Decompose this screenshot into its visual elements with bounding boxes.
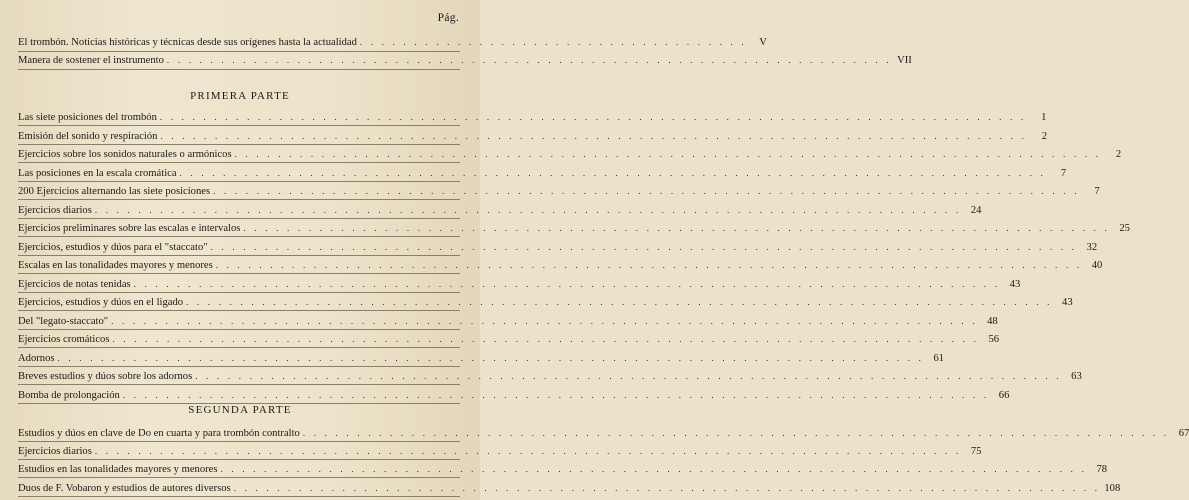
divider	[18, 329, 460, 330]
toc-entry-label: Emisión del sonido y respiración	[18, 130, 158, 142]
toc-entry-page: 24	[970, 204, 982, 216]
toc-entry-page: 25	[1119, 223, 1130, 234]
toc-entry	[18, 314, 998, 328]
leader-dots: . . . . . . . . . . . . . . . . . . . . . . . . . . . . . . . . . . . . . . . . . . . . . . . . . . . . . . . . . . . . . . . . . . . . . . . . . . . . . . . .	[215, 260, 1083, 270]
toc-entry-label: Manera de sostener el instrumento	[18, 55, 164, 66]
toc-entry	[18, 203, 982, 217]
leader-dots: . . . . . . . . . . . . . . . . . . . . . . . . . . . . . . . . . . . . . . . . . . . . . . . . . . . . . . . . . . . . . . . . . . . . . . . . . . . . . . . .	[133, 278, 1001, 289]
toc-entry-page: 2	[1041, 130, 1048, 142]
toc-entry	[18, 426, 1189, 440]
leader-dots: . . . . . . . . . . . . . . . . . . . . . . . . . . . . . . . . . . . . . . . . . . . . . . . . . . . . . . . . . . . . . . . . . . . . . . . . . . . . . . . .	[213, 186, 1080, 196]
section-title-primera: PRIMERA PARTE	[190, 90, 290, 102]
toc-entry-page: 67	[1178, 428, 1189, 439]
divider	[18, 384, 460, 385]
divider	[18, 441, 460, 442]
divider	[18, 366, 460, 367]
leader-dots: . . . . . . . . . . . . . . . . . . . . . . . . . . . . . . . . . . . . . . . . . . . . . . . . . . . . . . . . . . . . . . . . . . . . . . . . . . . . . . . .	[122, 389, 990, 400]
toc-entry-label: Las siete posiciones del trombón	[18, 112, 157, 123]
toc-entry-page: 66	[998, 389, 1010, 401]
toc-entry-label: Ejercicios, estudios y dúos para el "staccato"	[18, 241, 208, 253]
toc-entry-label: Estudios y dúos en clave de Do en cuarta y para trombón contralto	[18, 428, 300, 439]
divider	[18, 255, 460, 256]
toc-entry	[18, 240, 1098, 254]
divider	[18, 218, 460, 219]
leader-dots: . . . . . . . . . . . . . . . . . . . . . . . . . . . . . . . . . . . . . . . . . . . . . . . . . . . . . . . . . . . . . . . . . . . . . . . . . . . . . . . .	[186, 297, 1053, 307]
toc-entry	[18, 277, 1021, 291]
toc-entry-label: Ejercicios, estudios y dúos en el ligado	[18, 297, 184, 308]
leader-dots: . . . . . . . . . . . . . . . . . . . . . . . . . . . . . . . . . . . . . . . . . . . . . . . . . . . . . . . . . . . . . . . . . . . . . . . . . . . . . . . .	[243, 223, 1110, 233]
divider	[18, 496, 460, 497]
leader-dots: . . . . . . . . . . . . . . . . . . . . . . . . . . . . . . . . . . . . . . . . . . . . . . . . . . . . . . . . . . . . . . . . . . . . . . . . . . . . . . . .	[111, 315, 978, 326]
toc-entry-page: 75	[970, 446, 982, 458]
divider	[18, 144, 460, 145]
toc-entry-label: Breves estudios y dúos sobre los adornos	[18, 371, 193, 382]
toc-entry	[18, 35, 767, 49]
leader-dots: . . . . . . . . . . . . . . . . . . . . . . . . . . . . . . . . . . . . . . . . . . . . . . . . . . . . . . . . . . . . . . . . . . . . . . . . . . . . . . . .	[233, 482, 1101, 493]
toc-entry-label: Estudios en las tonalidades mayores y menores	[18, 464, 218, 476]
toc-entry-page: 78	[1096, 464, 1108, 476]
toc-entry-label: Ejercicios cromáticos	[18, 334, 110, 345]
divider	[18, 477, 460, 478]
toc-entry-page: 61	[933, 352, 945, 364]
page-column-header: Pág.	[437, 12, 459, 24]
toc-entry	[18, 166, 1067, 180]
toc-entry	[18, 332, 1000, 346]
divider	[18, 199, 460, 200]
leader-dots: . . . . . . . . . . . . . . . . . . . . . . . . . . . . . . . . . . . . . . . . . . . . . . . . . . . . . . . . . . . . . . . . . . . . . . . . . . . . . . . .	[302, 428, 1170, 438]
toc-entry-page: 7	[1094, 186, 1100, 197]
leader-dots: . . . . . . . . . . . . . . . . . . . . . . . . . . . . . . . . . . . . . . . . . . . . . . . . . . . . . . . . . . . . . . . . . . . . . . . . . . . . . . . .	[112, 334, 980, 344]
leader-dots: . . . . . . . . . . . . . . . . . . . . . . . . . . . . . . . . . . . . . . . . . . . . . . . . . . . . . . . . . . . . . . . . . . . . . . . . . . . . . . . .	[234, 149, 1102, 159]
divider	[18, 162, 460, 163]
toc-entry-label: Ejercicios preliminares sobre las escalas e intervalos	[18, 223, 241, 234]
toc-entry-page: 108	[1104, 482, 1121, 494]
section-title-segunda: SEGUNDA PARTE	[188, 404, 292, 416]
toc-entry-page: 56	[988, 334, 1000, 345]
toc-entry-label: Duos de F. Vobaron y estudios de autores diversos	[18, 482, 231, 494]
toc-entry	[18, 388, 1010, 402]
leader-dots: . . . . . . . . . . . . . . . . . . . . . . . . . . . . . . . . . . . . . . . . . . . . . . . . . . . . . . . . . . . . . . . . . . . . . . . . . . . . . . . .	[220, 464, 1088, 475]
toc-entry	[18, 369, 1082, 383]
leader-dots: . . . . . . . . . . . . . . . . . . . . . . . . . . . . . . . . . . . . . . . . . . . . . . . . . . . . . . . . . . . . . . . . . . . . . . . . . . . . . . . .	[179, 167, 1047, 178]
toc-entry-page: 63	[1071, 371, 1082, 382]
divider	[18, 69, 460, 70]
leader-dots: . . . . . . . . . . . . . . . . . . . . . . . . . . . . . . . . . . . . . . . . . . . . . . . . . . . . . . . . . . . . . . . . . . . . . . . . . . . . . . . .	[94, 446, 962, 457]
toc-entry	[18, 221, 1130, 235]
leader-dots: . . . . . . . . . . . . . . . . . . . . . . . . . . . . . . . . . . . . . . . . . . . . . . . . . . . . . . . . . . . . . . . . . . . . . . . . . . . . . . . .	[57, 352, 925, 363]
toc-entry-label: Bomba de prolongación	[18, 389, 120, 401]
toc-entry-page: 32	[1086, 241, 1098, 253]
toc-entry	[18, 295, 1073, 309]
toc-entry	[18, 444, 982, 458]
leader-dots: . . . . . . . . . . . . . . . . . . . . . . . . . . . . . . . . . . . . . . . . . . . . . . . . . . . . . . . . . . . . . . . . . . . . . . . . . . . . . . . .	[94, 204, 962, 215]
toc-entry-page: VII	[897, 55, 912, 66]
toc-entry-label: Adornos	[18, 352, 55, 364]
toc-entry-label: Ejercicios diarios	[18, 204, 92, 216]
leader-dots: . . . . . . . . . . . . . . . . . . . . . . . . . . . . . . . . . . . . . . . . . . . . . . . . . . . . . . . . . . . . . . . . . . . . . . . . . . . . . . . .	[195, 371, 1062, 381]
toc-entry	[18, 462, 1108, 476]
toc-entry	[18, 53, 912, 67]
toc-entry	[18, 129, 1048, 143]
toc-entry-label: Del "legato-staccato"	[18, 315, 109, 327]
divider	[18, 51, 460, 52]
toc-entry-label: Ejercicios sobre los sonidos naturales o armónicos	[18, 149, 232, 160]
leader-dots: . . . . . . . . . . . . . . . . . . . . . . . . . . . . . . . . . . . . . . . . . . . . . . . . . . . . . . . . . . . . . . . . . . . . . . . . . . . . . . . .	[160, 130, 1028, 141]
toc-entry-label: Ejercicios diarios	[18, 446, 92, 458]
toc-entry-page: V	[759, 37, 767, 48]
toc-entry-page: 48	[987, 315, 998, 327]
toc-entry-label: Ejercicios de notas tenidas	[18, 278, 131, 290]
toc-entry-page: 1	[1041, 112, 1047, 123]
toc-entry-page: 43	[1062, 297, 1073, 308]
divider	[18, 310, 460, 311]
divider	[18, 292, 460, 293]
toc-entry	[18, 110, 1047, 124]
toc-entry-label: Las posiciones en la escala cromática	[18, 167, 177, 179]
toc-entry-page: 7	[1060, 167, 1067, 179]
toc-entry	[18, 481, 1121, 495]
leader-dots: . . . . . . . . . . . . . . . . . . . . . . . . . . . . . . . . . . . . . . . . . . . . . . . . . . . . . . . . . . . . . . . . . . . . . . . . . . . . . . . .	[159, 112, 1027, 122]
divider	[18, 181, 460, 182]
toc-entry	[18, 147, 1122, 161]
toc-entry-label: Escalas en las tonalidades mayores y menores	[18, 260, 213, 271]
divider	[18, 347, 460, 348]
divider	[18, 236, 460, 237]
leader-dots: . . . . . . . . . . . . . . . . . . . . . . . . . . . . . . . . . . . . . . . . . . . . . . . . . . . . . . . . . . . . . . . . . . .	[166, 55, 892, 65]
toc-entry-page: 2	[1115, 149, 1122, 160]
toc-entry-label: El trombón. Noticias históricas y técnicas desde sus orígenes hasta la actualidad	[18, 37, 357, 48]
toc-entry-label: 200 Ejercicios alternando las siete posiciones	[18, 186, 211, 197]
divider	[18, 459, 460, 460]
toc-entry	[18, 351, 945, 365]
leader-dots: . . . . . . . . . . . . . . . . . . . . . . . . . . . . . . . . . . . . . . . . . . . . . . . . . . . . . . . . . . . . . . . . . . . . . . . . . . . . . . . .	[210, 241, 1078, 252]
toc-entry-page: 43	[1009, 278, 1021, 290]
leader-dots: . . . . . . . . . . . . . . . . . . . . . . . . . . . . . . . . . . . .	[359, 37, 747, 47]
toc-entry-page: 40	[1091, 260, 1103, 271]
toc-entry	[18, 184, 1100, 198]
divider	[18, 125, 460, 126]
toc-entry	[18, 258, 1103, 272]
divider	[18, 273, 460, 274]
